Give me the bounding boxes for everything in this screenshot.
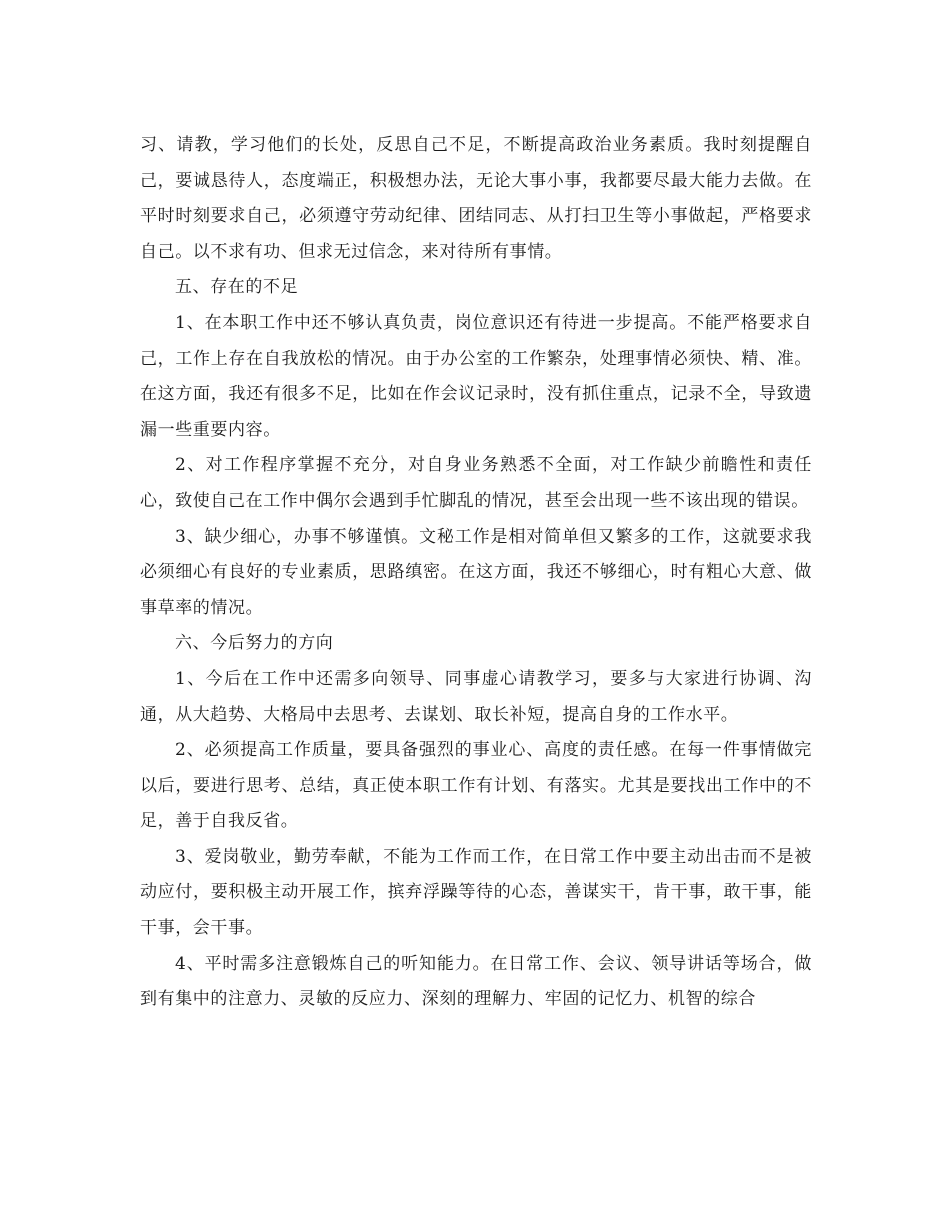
- paragraph-shortcoming-2: 2、对工作程序掌握不充分，对自身业务熟悉不全面，对工作缺少前瞻性和责任心，致使自己在工作中偶尔会遇到手忙脚乱的情况，甚至会出现一些不该出现的错误。: [140, 455, 812, 511]
- document-page: [140, 128, 812, 1018]
- section-heading-future-direction: 六、今后努力的方向: [175, 633, 334, 654]
- paragraph-shortcoming-3: 3、缺少细心，办事不够谨慎。文秘工作是相对简单但又繁多的工作，这就要求我必须细心有良好的专业素质，思路缜密。在这方面，我还不够细心，时有粗心大意、做事草率的情况。: [140, 526, 812, 618]
- paragraph-direction-4: 4、平时需多注意锻炼自己的听知能力。在日常工作、会议、领导讲话等场合，做到有集中的注意力、灵敏的反应力、深刻的理解力、牢固的记忆力、机智的综合: [140, 953, 812, 1010]
- paragraph-direction-2: 2、必须提高工作质量，要具备强烈的事业心、高度的责任感。在每一件事情做完以后，要进行思考、总结，真正使本职工作有计划、有落实。尤其是要找出工作中的不足，善于自我反省。: [140, 740, 812, 832]
- paragraph-direction-1: 1、今后在工作中还需多向领导、同事虚心请教学习，要多与大家进行协调、沟通，从大趋势、大格局中去思考、去谋划、取长补短，提高自身的工作水平。: [140, 668, 812, 725]
- paragraph-shortcoming-1: 1、在本职工作中还不够认真负责，岗位意识还有待进一步提高。不能严格要求自己，工作上存在自我放松的情况。由于办公室的工作繁杂，处理事情必须快、精、准。在这方面，我还有很多不足，比如在作会议记录时，没有抓住重点，记录不全，导致遗漏一些重要内容。: [140, 312, 812, 440]
- paragraph-direction-3: 3、爱岗敬业，勤劳奉献，不能为工作而工作，在日常工作中要主动出击而不是被动应付，要积极主动开展工作，摈弃浮躁等待的心态，善谋实干，肯干事，敢干事，能干事，会干事。: [140, 846, 812, 939]
- section-heading-shortcomings: 五、存在的不足: [175, 277, 299, 298]
- paragraph-continuation: 习、请教，学习他们的长处，反思自己不足，不断提高政治业务素质。我时刻提醒自己，要诚恳待人，态度端正，积极想办法，无论大事小事，我都要尽最大能力去做。在平时时刻要求自己，必须遵守劳动纪律、团结同志、从打扫卫生等小事做起，严格要求自己。以不求有功、但求无过信念，来对待所有事情。: [140, 135, 812, 262]
